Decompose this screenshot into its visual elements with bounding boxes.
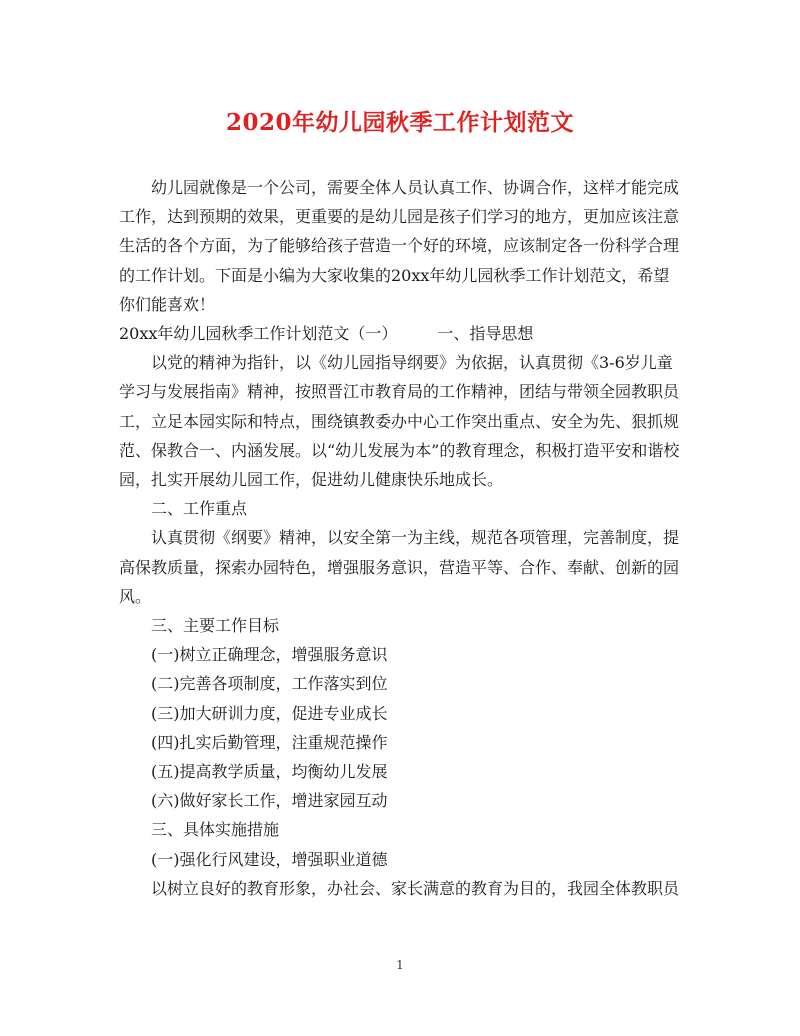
measure-item: (一)强化行风建设，增强职业道德 bbox=[151, 849, 388, 869]
section-heading-work-focus: 二、工作重点 bbox=[151, 499, 248, 519]
goal-item: (六)做好家长工作，增进家园互动 bbox=[151, 791, 388, 811]
work-focus-paragraph: 认真贯彻《纲要》精神，以安全第一为主线，规范各项管理，完善制度，提高保教质量，探索办园特色，增强服务意识，营造平等、合作、奉献、创新的园风。 bbox=[119, 528, 680, 606]
goal-item: (二)完善各项制度，工作落实到位 bbox=[151, 674, 388, 694]
section-heading-guiding-thought: 20xx年幼儿园秋季工作计划范文（一） 一、指导思想 bbox=[119, 324, 534, 344]
page-number: 1 bbox=[396, 958, 404, 972]
section-heading-main-goals: 三、主要工作目标 bbox=[151, 616, 280, 636]
goal-item: (一)树立正确理念，增强服务意识 bbox=[151, 645, 388, 665]
goal-item: (四)扎实后勤管理，注重规范操作 bbox=[151, 732, 388, 752]
section-heading-measures: 三、具体实施措施 bbox=[151, 820, 280, 840]
document-body bbox=[119, 173, 682, 903]
intro-paragraph: 幼儿园就像是一个公司，需要全体人员认真工作、协调合作，这样才能完成工作，达到预期的效果，更重要的是幼儿园是孩子们学习的地方，更加应该注意生活的各个方面，为了能够给孩子营造一个好的环境，应该制定各一份科学合理的工作计划。下面是小编为大家收集的20xx年幼儿园秋季工作计划范文，希望你们能喜欢！ bbox=[119, 178, 680, 314]
measure-paragraph: 以树立良好的教育形象，办社会、家长满意的教育为目的，我园全体教职员 bbox=[151, 878, 680, 898]
guiding-thought-paragraph: 以党的精神为指针，以《幼儿园指导纲要》为依据，认真贯彻《3-6岁儿童学习与发展指南》精神，按照晋江市教育局的工作精神，团结与带领全园教职员工，立足本园实际和特点，围绕镇教委办中心工作突出重点、安全为先、狠抓规范、保教合一、内涵发展。以“幼儿发展为本”的教育理念，积极打造平安和谐校园，扎实开展幼儿园工作，促进幼儿健康快乐地成长。 bbox=[119, 353, 680, 490]
goal-item: (五)提高教学质量，均衡幼儿发展 bbox=[151, 762, 388, 782]
document-title: 2020年幼儿园秋季工作计划范文 bbox=[225, 109, 574, 136]
goal-item: (三)加大研训力度，促进专业成长 bbox=[151, 703, 388, 723]
